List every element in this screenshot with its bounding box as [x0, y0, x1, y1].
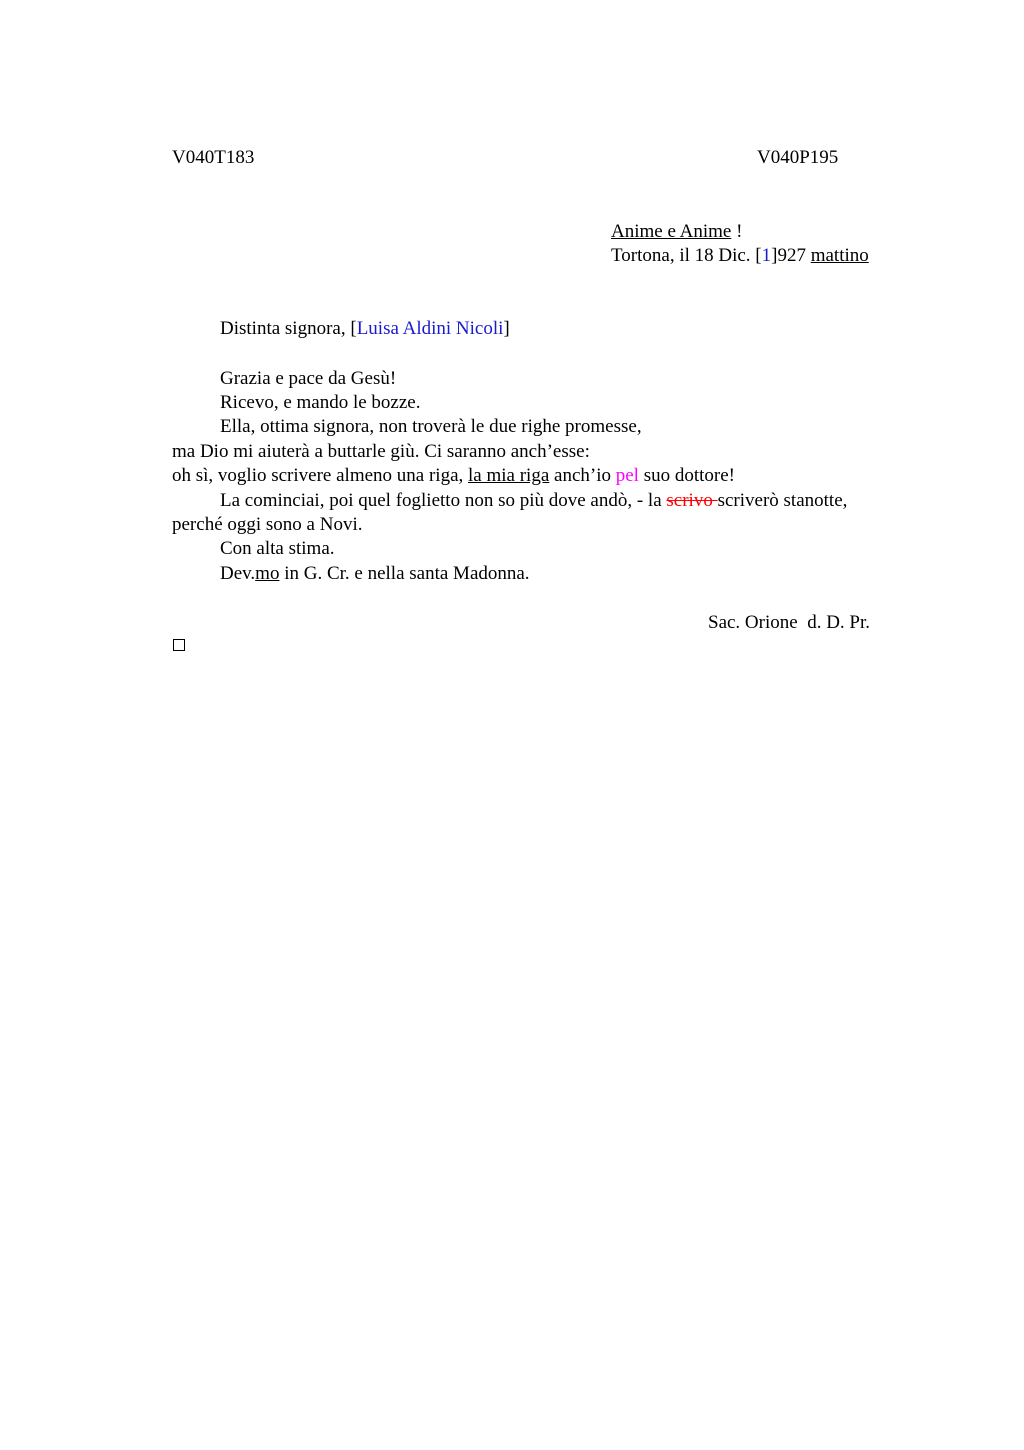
body-line-9-part-a: Dev.: [220, 563, 256, 584]
body-line-8: Con alta stima.: [220, 538, 335, 559]
body-line-5-part-c: suo dottore!: [638, 465, 736, 486]
body-line-5-underlined: la mia riga: [468, 465, 550, 486]
salutation-text: Distinta signora, [: [220, 318, 357, 339]
body-line-5-part-a: oh sì, voglio scrivere almeno una riga,: [172, 465, 469, 486]
body-line-6-part-b: scriverò stanotte,: [717, 490, 848, 511]
document-code-right: V040P195: [757, 147, 839, 168]
recipient-name: Luisa Aldini Nicoli: [356, 318, 504, 339]
document-code-left: V040T183: [172, 147, 255, 168]
year-editorial-insert: 1: [761, 245, 772, 266]
deleted-word: scrivo: [666, 490, 718, 511]
salutation-close-bracket: ]: [503, 318, 510, 339]
place-date-line: [611, 244, 869, 268]
place-date-suffix: ]927: [771, 245, 811, 266]
letter-title-suffix: !: [731, 221, 743, 242]
signature: Sac. Orione d. D. Pr.: [708, 612, 871, 633]
place-date-prefix: Tortona, il 18 Dic. [: [611, 245, 762, 266]
body-line-1: Grazia e pace da Gesù!: [220, 368, 397, 389]
body-line-9-underlined: mo: [255, 563, 280, 584]
body-line-5: [172, 464, 735, 488]
time-of-day: mattino: [810, 245, 869, 266]
body-line-6: [220, 489, 847, 513]
body-line-9: [220, 562, 530, 586]
checkbox-icon: [173, 639, 185, 651]
letter-title-text: Anime e Anime: [611, 221, 732, 242]
body-line-3: Ella, ottima signora, non troverà le due righe promesse,: [220, 416, 642, 437]
salutation: [220, 317, 510, 341]
body-line-6-part-a: La cominciai, poi quel foglietto non so più dove andò, - la: [220, 490, 667, 511]
body-line-4: ma Dio mi aiuterà a buttarle giù. Ci saranno anch’esse:: [172, 441, 590, 462]
body-line-5-part-b: anch’io: [549, 465, 616, 486]
letter-title: [611, 220, 742, 244]
body-line-7: perché oggi sono a Novi.: [172, 514, 363, 535]
correction-insert: pel: [615, 465, 639, 486]
body-line-2: Ricevo, e mando le bozze.: [220, 392, 421, 413]
body-line-9-part-b: in G. Cr. e nella santa Madonna.: [279, 563, 530, 584]
